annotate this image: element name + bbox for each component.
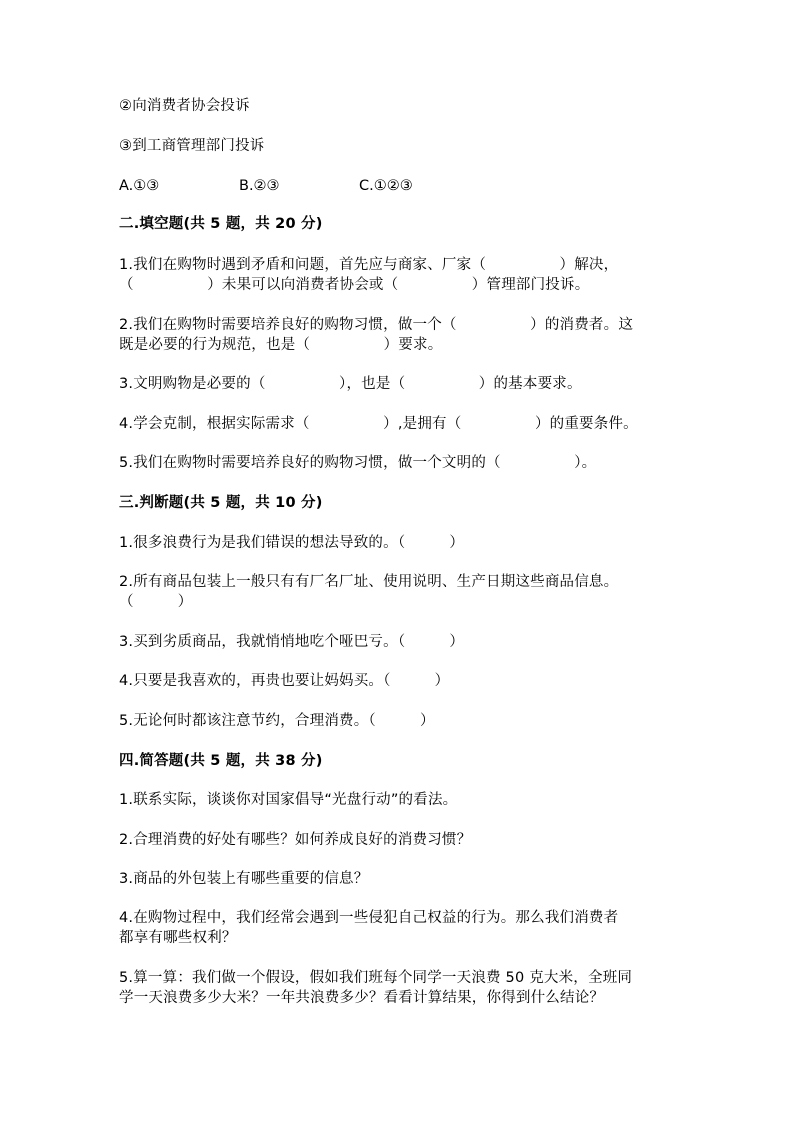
short-question-2: 2.合理消费的好处有哪些？如何养成良好的消费习惯？	[119, 832, 472, 848]
fill-question-3: 3.文明购物是必要的（ ），也是（ ）的基本要求。	[119, 376, 582, 392]
fill-question-1-line-2: （ ）未果可以向消费者协会或（ ）管理部门投诉。	[119, 277, 590, 293]
section-heading-judgement: 三.判断题(共 5 题，共 10 分)	[119, 495, 323, 511]
option-item-3: ③到工商管理部门投诉	[119, 138, 265, 154]
section-heading-fill-blank: 二.填空题(共 5 题，共 20 分)	[119, 216, 323, 232]
short-question-1: 1.联系实际，谈谈你对国家倡导“光盘行动”的看法。	[119, 792, 458, 808]
short-question-4-line-2: 都享有哪些权利？	[119, 930, 237, 946]
option-item-2: ②向消费者协会投诉	[119, 98, 250, 114]
short-question-5-line-2: 学一天浪费多少大米？一年共浪费多少？看看计算结果，你得到什么结论？	[119, 990, 605, 1006]
short-question-3: 3.商品的外包装上有哪些重要的信息？	[119, 871, 369, 887]
short-question-5-line-1: 5.算一算：我们做一个假设，假如我们班每个同学一天浪费 50 克大米，全班同	[119, 970, 633, 986]
judge-question-5: 5.无论何时都该注意节约，合理消费。（ ）	[119, 713, 435, 729]
fill-question-2-line-2: 既是必要的行为规范，也是（ ）要求。	[119, 337, 443, 353]
fill-question-4: 4.学会克制，根据实际需求（ ）,是拥有（ ）的重要条件。	[119, 416, 638, 432]
fill-question-1-line-1: 1.我们在购物时遇到矛盾和问题，首先应与商家、厂家（ ）解决，	[119, 257, 619, 273]
short-question-4-line-1: 4.在购物过程中，我们经常会遇到一些侵犯自己权益的行为。那么我们消费者	[119, 910, 619, 926]
judge-question-2-line-2: （ ）	[119, 594, 193, 610]
choice-c: C.①②③	[359, 178, 413, 194]
fill-question-5: 5.我们在购物时需要培养良好的购物习惯，做一个文明的（ ）。	[119, 455, 597, 471]
answer-choices	[119, 176, 679, 196]
fill-question-2-line-1: 2.我们在购物时需要培养良好的购物习惯，做一个（ ）的消费者。这	[119, 317, 634, 333]
judge-question-3: 3.买到劣质商品，我就悄悄地吃个哑巴亏。（ ）	[119, 634, 465, 650]
choice-b: B.②③	[239, 178, 280, 194]
judge-question-1: 1.很多浪费行为是我们错误的想法导致的。（ ）	[119, 535, 465, 551]
judge-question-4: 4.只要是我喜欢的，再贵也要让妈妈买。（ ）	[119, 673, 450, 689]
judge-question-2-line-1: 2.所有商品包装上一般只有有厂名厂址、使用说明、生产日期这些商品信息。	[119, 574, 619, 590]
section-heading-short-answer: 四.简答题(共 5 题，共 38 分)	[119, 753, 323, 769]
choice-a: A.①③	[119, 178, 160, 194]
